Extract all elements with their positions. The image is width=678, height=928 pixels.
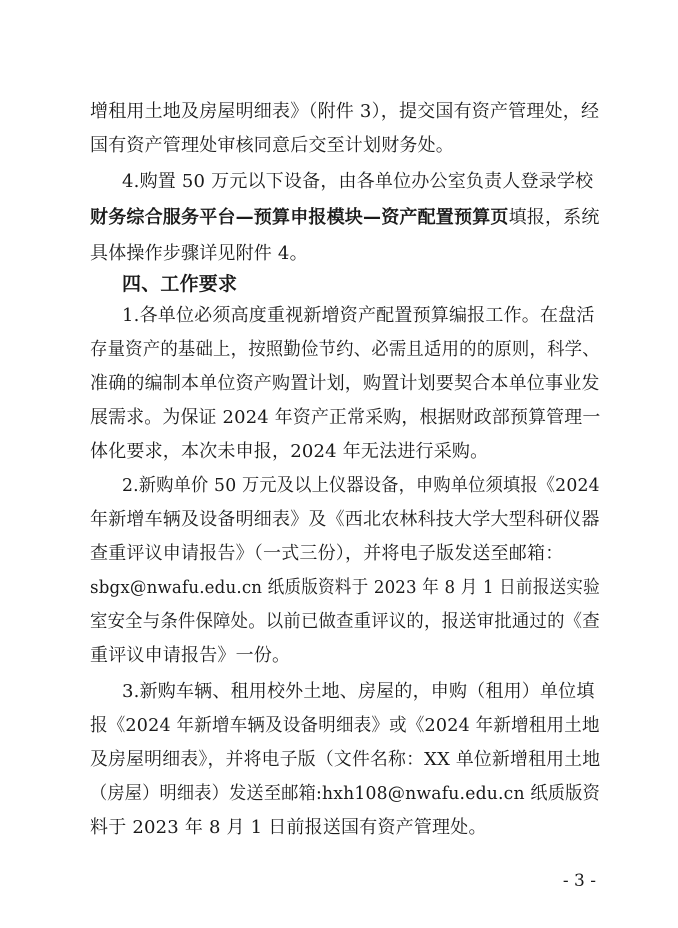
text-line: 2.新购单价 50 万元及以上仪器设备，申购单位须填报《2024 <box>122 475 600 496</box>
text-line: sbgx@nwafu.edu.cn 纸质版资料于 2023 年 8 月 1 日前报送实验 <box>90 577 600 598</box>
text-line <box>90 206 600 230</box>
text-line: 展需求。为保证 2024 年资产正常采购，根据财政部预算管理一 <box>90 407 601 428</box>
text-line: 4.购置 50 万元以下设备，由各单位办公室负责人登录学校 <box>122 171 594 192</box>
text-line: 年新增车辆及设备明细表》及《西北农林科技大学大型科研仪器 <box>90 509 600 530</box>
text-line: 及房屋明细表》，并将电子版（文件名称：XX 单位新增租用土地 <box>90 749 601 770</box>
text-line: 准确的编制本单位资产购置计划，购置计划要契合本单位事业发 <box>90 373 600 394</box>
text-line: （房屋）明细表）发送至邮箱:hxh108@nwafu.edu.cn 纸质版资 <box>90 783 600 804</box>
section-heading: 四、工作要求 <box>122 273 238 295</box>
text-line: 体化要求，本次未申报，2024 年无法进行采购。 <box>90 441 489 462</box>
text-line: 重评议申请报告》一份。 <box>90 645 291 666</box>
text-line: 查重评议申请报告》（一式三份），并将电子版发送至邮箱： <box>90 543 564 564</box>
text-line: 料于 2023 年 8 月 1 日前报送国有资产管理处。 <box>90 817 487 838</box>
page-number: - 3 - <box>562 871 596 891</box>
text-segment: 填报，系统 <box>508 207 600 228</box>
text-line: 具体操作步骤详见附件 4。 <box>90 243 308 264</box>
text-line: 3.新购车辆、租用校外土地、房屋的，申购（租用）单位填 <box>122 681 595 702</box>
bold-phrase: 财务综合服务平台—预算申报模块—资产配置预算页 <box>90 207 509 228</box>
text-line: 室安全与条件保障处。以前已做查重评议的，报送审批通过的《查 <box>90 611 600 632</box>
text-line: 增租用土地及房屋明细表》（附件 3），提交国有资产管理处，经 <box>90 101 600 122</box>
text-line: 1.各单位必须高度重视新增资产配置预算编报工作。在盘活 <box>122 305 595 326</box>
text-line: 存量资产的基础上，按照勤俭节约、必需且适用的的原则，科学、 <box>90 339 600 360</box>
text-line: 报《2024 年新增车辆及设备明细表》或《2024 年新增租用土地 <box>90 715 600 736</box>
text-line: 国有资产管理处审核同意后交至计划财务处。 <box>90 135 454 156</box>
